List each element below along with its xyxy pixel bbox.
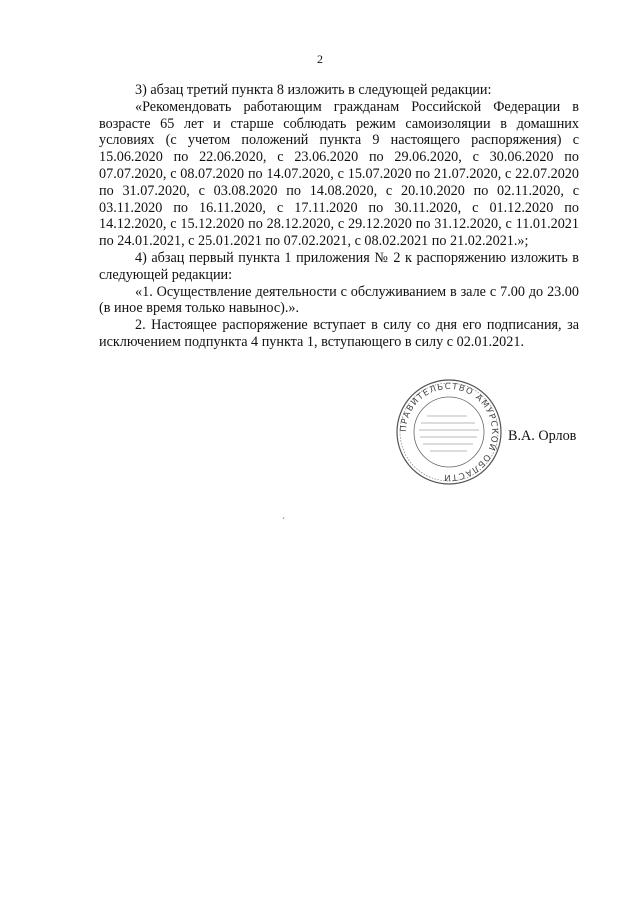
document-body (99, 82, 579, 351)
signature-name: В.А. Орлов (508, 428, 577, 444)
stray-mark: ˊ (282, 516, 285, 526)
paragraph-quote-service: «1. Осуществление деятельности с обслуживанием в зале с 7.00 до 23.00 (в иное время только навынос).». (99, 283, 579, 317)
paragraph-quote-recommendation: «Рекомендовать работающим гражданам Российской Федерации в возрасте 65 лет и старше соблюдать режим самоизоляции в домашних условиях (с учетом положений пункта 9 настоящего распоряжения) с 15.06.2020 по 22.06.2020, с 23.06.2020 по 29.06.2020, с 30.06.2020 по 07.07.2020, с 08.07.2020 по 14.07.2020, с 15.07.2020 по 21.07.2020, с 22.07.2020 по 31.07.2020, с 03.08.2020 по 14.08.2020, с 20.10.2020 по 02.11.2020, с 03.11.2020 по 16.11.2020, с 17.11.2020 по 30.11.2020, с 01.12.2020 по 14.12.2020, с 15.12.2020 по 28.12.2020, с 29.12.2020 по 31.12.2020, с 11.01.2021 по 24.01.2021, с 25.01.2021 по 07.02.2021, с 08.02.2021 по 21.02.2021.»; (99, 98, 579, 250)
page-number: 2 (317, 52, 323, 66)
paragraph-amendment-3: 3) абзац третий пункта 8 изложить в следующей редакции: (135, 82, 492, 98)
paragraph-effective-date: 2. Настоящее распоряжение вступает в силу со дня его подписания, за исключением подпункта 4 пункта 1, вступающего в силу с 02.01.2021. (99, 317, 579, 350)
paragraph-amendment-4: 4) абзац первый пункта 1 приложения № 2 к распоряжению изложить в следующей редакции: (99, 249, 579, 283)
seal-ring-text: ПРАВИТЕЛЬСТВО АМУРСКОЙ ОБЛАСТИ (398, 381, 500, 483)
official-seal-icon (395, 378, 503, 486)
